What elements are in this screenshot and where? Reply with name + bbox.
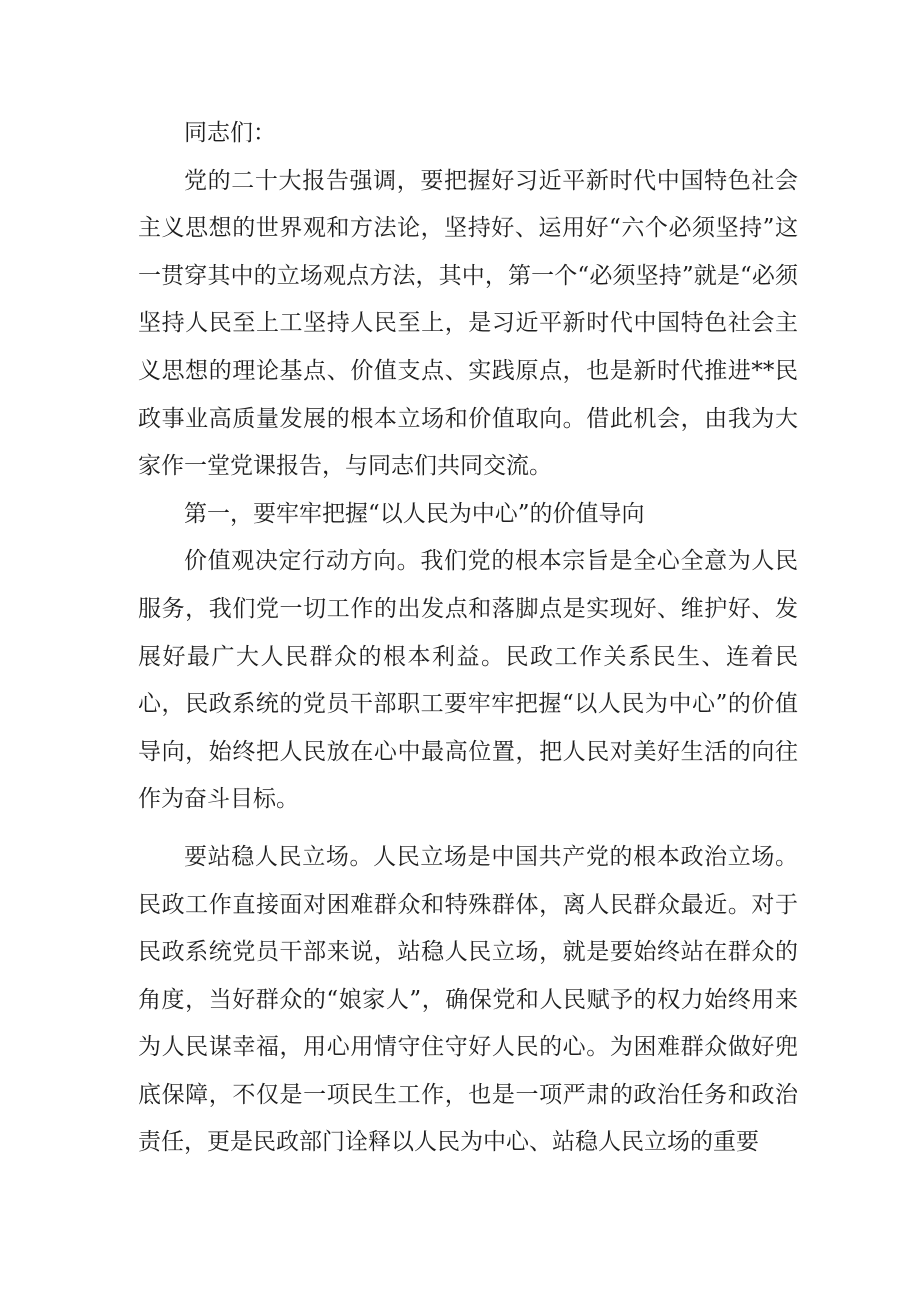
intro-paragraph: 党的二十大报告强调，要把握好习近平新时代中国特色社会主义思想的世界观和方法论，坚持好、运用好“六个必须坚持”这一贯穿其中的立场观点方法，其中，第一个“必须坚持”就是“必须坚持人民至上工坚持人民至上，是习近平新时代中国特色社会主义思想的理论基点、价值支点、实践原点，也是新时代推进**民政事业高质量发展的根本立场和价值取向。借此机会，由我为大家作一堂党课报告，与同志们共同交流。 (138, 167, 798, 480)
document-body (138, 110, 798, 1167)
body-paragraph: 价值观决定行动方向。我们党的根本宗旨是全心全意为人民服务，我们党一切工作的出发点和落脚点是实现好、维护好、发展好最广大人民群众的根本利益。民政工作关系民生、连着民心，民政系统的党员干部职工要牢牢把握“以人民为中心”的价值导向，始终把人民放在心中最高位置，把人民对美好生活的向往作为奋斗目标。 (138, 548, 798, 813)
salutation: 同志们： (184, 120, 276, 146)
section-heading: 第一，要牢牢把握“以人民为中心”的价值导向 (184, 500, 645, 527)
body-paragraph: 要站稳人民立场。人民立场是中国共产党的根本政治立场。民政工作直接面对困难群众和特殊群体，离人民群众最近。对于民政系统党员干部来说，站稳人民立场，就是要始终站在群众的角度，当好群众的“娘家人”，确保党和人民赋予的权力始终用来为人民谋幸福，用心用情守住守好人民的心。为困难群众做好兜底保障，不仅是一项民生工作，也是一项严肃的政治任务和政治责任，更是民政部门诠释以人民为中心、站稳人民立场的重要 (138, 843, 798, 1156)
